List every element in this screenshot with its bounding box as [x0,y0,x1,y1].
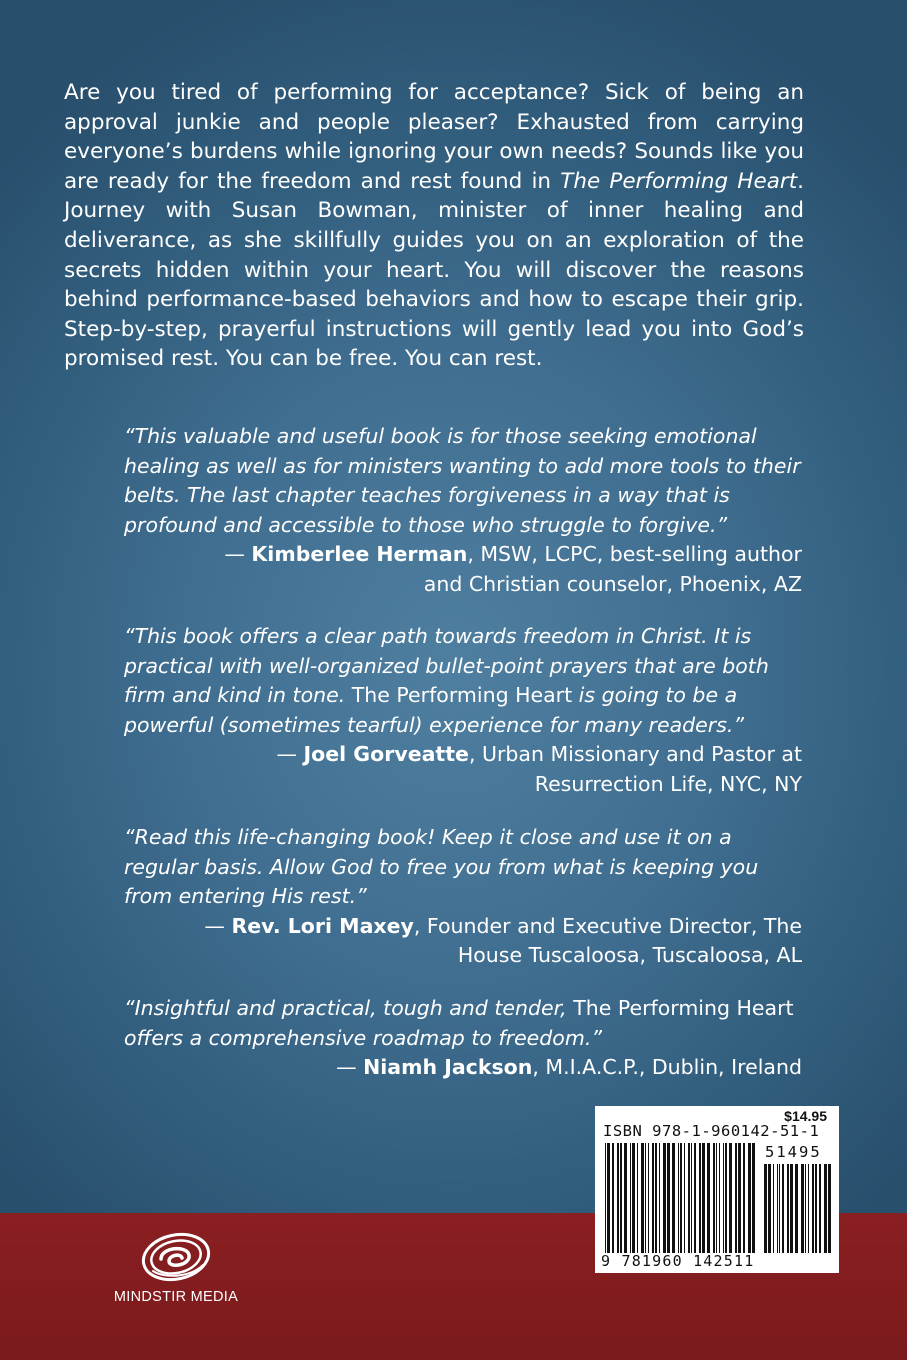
barcode-bar [605,1143,606,1253]
publisher-name: MINDSTIR MEDIA [113,1289,239,1305]
barcode-bar [725,1143,727,1253]
isbn-number: ISBN 978-1-960142-51-1 [603,1122,820,1140]
barcode-bar [824,1164,827,1253]
barcode-bar [812,1164,814,1253]
endorsement [124,823,802,971]
endorsement-book-title: The Performing Heart [351,683,573,708]
barcode-bar [707,1143,710,1253]
barcode-bar [748,1143,751,1253]
ean-digits: 9 781960 142511 [601,1252,755,1270]
barcode-bar [632,1143,635,1253]
endorser-credentials-continued: Resurrection Life, NYC, NY [534,771,802,796]
publisher-logo [101,1225,251,1305]
barcode-bar [805,1164,806,1253]
endorsement-attribution: — Kimberlee Herman, MSW, LCPC, best-selling author [224,542,802,567]
barcode-bar [620,1143,622,1253]
price-addon-digits: 51495 [765,1143,822,1161]
endorser-credentials: , MSW, LCPC, best-selling author [467,542,802,567]
barcode-bar [790,1164,793,1253]
barcode-bar [752,1143,755,1253]
barcode-bar [645,1143,646,1253]
barcode-bar [672,1143,675,1253]
barcode-bar [777,1164,778,1253]
barcode-bar [716,1143,717,1253]
barcode-bar [607,1143,610,1253]
barcode-bar [713,1143,715,1253]
endorsement-text: “Read this life-changing book! Keep it close and use it on a regular basis. Allow God to free you from what is keeping you from entering His rest.” [124,825,759,909]
endorser-name: Rev. Lori Maxey [231,913,414,938]
endorser-name: Niamh Jackson [363,1055,533,1080]
barcode-bar [648,1143,649,1253]
endorser-credentials: , Founder and Executive Director, The [413,913,802,938]
barcode-bar [688,1143,690,1253]
endorsement-attribution: — Rev. Lori Maxey, Founder and Executive Director, The [204,913,802,938]
barcode-bar [655,1143,657,1253]
barcode-bar [663,1143,666,1253]
endorsement-attribution: — Joel Gorveatte, Urban Missionary and Pastor at [276,742,802,767]
barcode-bar [680,1143,682,1253]
barcode-bar [782,1164,784,1253]
endorser-name: Joel Gorveatte [303,742,469,767]
isbn-barcode-box [595,1106,839,1273]
endorsement-book-title: The Performing Heart [573,996,794,1020]
endorsement-text: “This book offers a clear path towards freedom in Christ. It is practical with well-organized bullet-point prayers that are both firm and kind in tone. The Performing Heart is going to be a powerful (sometimes tearful) experience for many readers.” [124,624,769,737]
endorsement-text: “This valuable and useful book is for those seeking emotional healing as well as for ministers wanting to add more tools to their belts. The last chapter teaches forgiveness in a way that is profound and accessible to those who struggle to forgive.” [124,424,801,537]
barcode-bar [723,1143,724,1253]
endorsement [124,994,802,1083]
endorser-credentials: , Urban Missionary and Pastor at [468,742,802,767]
barcode-bar [637,1143,638,1253]
barcode-bar [684,1143,685,1253]
endorser-credentials-continued: and Christian counselor, Phoenix, AZ [423,571,802,596]
barcode-bar [764,1164,767,1253]
barcode-bar [612,1143,614,1253]
barcode-bar [828,1164,831,1253]
addon-barcode [764,1164,832,1253]
endorsement [124,422,802,600]
barcode-bar [801,1164,804,1253]
barcode-bar [735,1143,737,1253]
barcode-bar [779,1164,780,1253]
endorsement [124,622,802,800]
endorser-name: Kimberlee Herman [251,542,468,567]
barcode-bar [617,1143,619,1253]
ean-barcode [605,1143,757,1253]
barcode-bar [815,1164,817,1253]
barcode-bar [787,1164,789,1253]
barcode-bar [659,1143,660,1253]
barcode-bar [743,1143,745,1253]
blurb-book-title: The Performing Heart [560,168,798,194]
blurb-text-part2: . Journey with Susan Bowman, minister of inner healing and deliverance, as she skillfully guides you on an exploration of the secrets hidden within your heart. You will discover the reasons behind performance-based behaviors and how to escape their grip. Step-by-step, prayerful instructions will gently lead you into God’s promised rest. You can be free. You can rest. [64,168,804,372]
barcode-bar [691,1143,692,1253]
barcode-bar [641,1143,644,1253]
barcode-bar [694,1143,696,1253]
barcode-bar [719,1143,720,1253]
swirl-logo-icon [139,1225,213,1285]
barcode-bar [738,1143,741,1253]
barcode-bar [652,1143,654,1253]
blurb-text-part1: Are you tired of performing for acceptance? Sick of being an approval junkie and people pleaser? Exhausted from carrying everyone’s burdens while ignoring your own needs? Sounds like you are ready for the freedom and rest found in [64,80,804,194]
barcode-bar [795,1164,798,1253]
endorser-credentials-continued: House Tuscaloosa, Tuscaloosa, AL [457,943,802,968]
barcode-bar [702,1143,705,1253]
barcode-bar [630,1143,631,1253]
endorsement-text: “Insightful and practical, tough and tender, The Performing Heart offers a comprehensive roadmap to freedom.” [124,996,794,1050]
endorser-credentials: , M.I.A.C.P., Dublin, Ireland [532,1055,802,1080]
barcode-bar [678,1143,679,1253]
barcode-bar [773,1164,774,1253]
barcode-bar [667,1143,670,1253]
barcode-bar [699,1143,701,1253]
barcode-bar [768,1164,771,1253]
book-blurb [64,78,804,374]
barcode-bar [729,1143,732,1253]
endorsement-attribution: — Niamh Jackson, M.I.A.C.P., Dublin, Ireland [336,1055,802,1080]
barcode-bar [624,1143,627,1253]
barcode-bar [819,1164,821,1253]
price-label: $14.95 [784,1108,827,1124]
barcode-bar [808,1164,809,1253]
